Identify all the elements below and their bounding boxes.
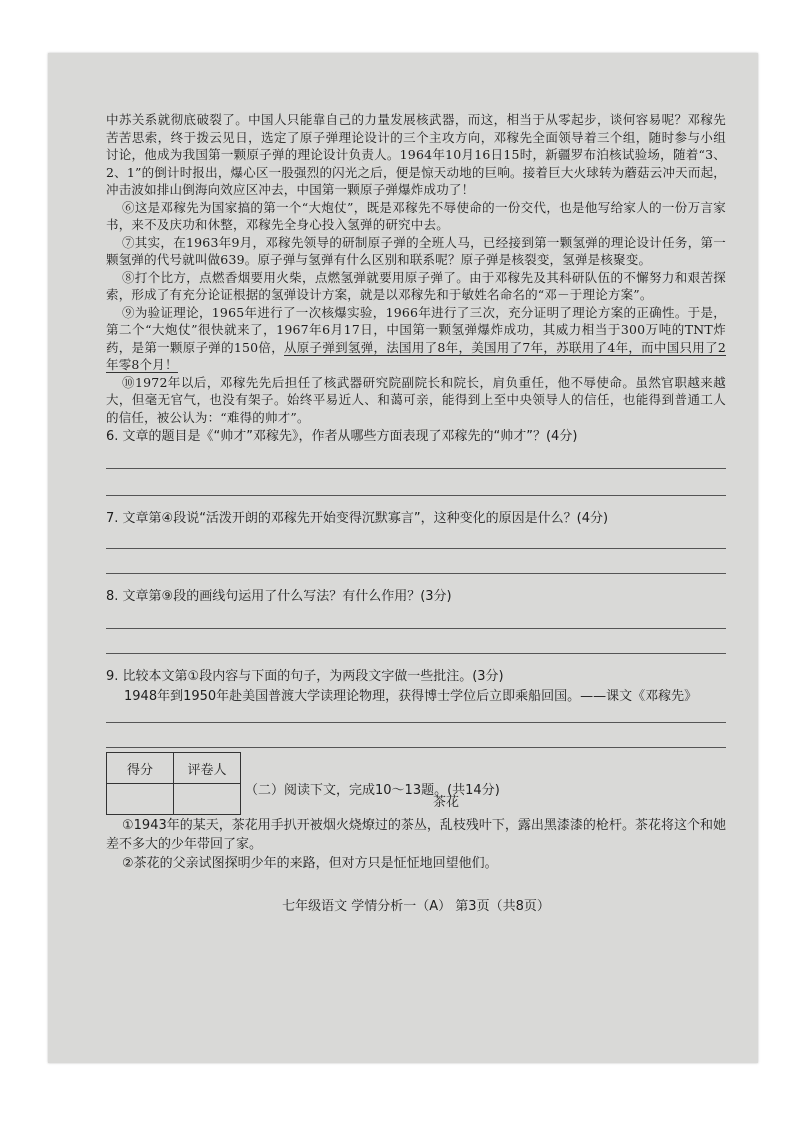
question-9-quote: 1948年到1950年赴美国普渡大学读理论物理，获得博士学位后立即乘船回国。——课文《邓稼先》 (124, 689, 698, 704)
section-2-heading: （二）阅读下文，完成10～13题。(共14分) (245, 783, 500, 798)
grader-box[interactable] (174, 784, 241, 815)
answer-line[interactable] (106, 722, 726, 723)
story-title: 茶花 (432, 795, 459, 810)
article-paragraph-9 (106, 304, 726, 374)
answer-line[interactable] (106, 573, 726, 574)
story-paragraph-2: ②茶花的父亲试图探明少年的来路，但对方只是怔怔地回望他们。 (122, 856, 498, 871)
score-box[interactable] (107, 784, 174, 815)
question-8: 8. 文章第⑨段的画线句运用了什么写法？有什么作用？(3分) (106, 589, 452, 604)
answer-line[interactable] (106, 495, 726, 496)
score-table (106, 752, 241, 815)
scanned-paper (48, 53, 758, 1063)
page-footer: 七年级语文 学情分析一（A） 第3页（共8页） (282, 899, 550, 914)
grader-label: 评卷人 (174, 753, 241, 784)
article-paragraph-7: ⑦其实，在1963年9月，邓稼先领导的研制原子弹的全班人马，已经接到第一颗氢弹的理论设计任务，第一颗氢弹的代号就叫做639。原子弹与氢弹有什么区别和联系呢？原子弹是核裂变，氢弹是核聚变。 (106, 234, 726, 267)
question-7: 7. 文章第④段说“活泼开朗的邓稼先开始变得沉默寡言”，这种变化的原因是什么？(4分) (106, 511, 609, 526)
underlined-sentence: 从原子弹到氢弹，法国用了8年，美国用了7年，苏联用了4年，而中国只用了2年零8个月！ (106, 339, 727, 372)
question-6: 6. 文章的题目是《“帅才”邓稼先》，作者从哪些方面表现了邓稼先的“帅才”？(4分) (106, 429, 578, 444)
score-label: 得分 (107, 753, 174, 784)
answer-line[interactable] (106, 653, 726, 654)
article-paragraph-continued: 中苏关系就彻底破裂了。中国人只能靠自己的力量发展核武器，而这，相当于从零起步，谈何容易呢？邓稼先苦苦思索，终于拨云见日，选定了原子弹理论设计的三个主攻方向，邓稼先全面领导着三个组，随时参与小组讨论，他成为我国第一颗原子弹的理论设计负责人。1964年10月16日15时，新疆罗布泊核试验场，随着“3、2、1”的倒计时报出，爆心区一股强烈的闪光之后，便是惊天动地的巨响。接着巨大火球转为蘑菇云冲天而起，冲击波如排山倒海向效应区冲去，中国第一颗原子弹爆炸成功了！ (106, 112, 726, 197)
article-paragraph-6: ⑥这是邓稼先为国家搞的第一个“大炮仗”，既是邓稼先不辱使命的一份交代，也是他写给家人的一份万言家书，来不及庆功和休整，邓稼先全身心投入氢弹的研究中去。 (106, 199, 726, 232)
page-content (106, 111, 726, 914)
answer-line[interactable] (106, 747, 726, 748)
answer-line[interactable] (106, 628, 726, 629)
article-paragraph-8: ⑧打个比方，点燃香烟要用火柴，点燃氢弹就要用原子弹了。由于邓稼先及其科研队伍的不懈努力和艰苦探索，形成了有充分论证根据的氢弹设计方案，就是以邓稼先和于敏姓名命名的“邓－于理论方案”。 (106, 269, 726, 302)
article-paragraph-10: ⑩1972年以后，邓稼先先后担任了核武器研究院副院长和院长，肩负重任，他不辱使命。虽然官职越来越大，但毫无官气，也没有架子。始终平易近人、和蔼可亲，能得到上至中央领导人的信任，也能得到普通工人的信任，被公认为：“难得的帅才”。 (106, 374, 726, 425)
answer-line[interactable] (106, 468, 726, 469)
question-9: 9. 比较本文第①段内容与下面的句子，为两段文字做一些批注。(3分) (106, 669, 504, 684)
story-paragraph-1: ①1943年的某天，茶花用手扒开被烟火烧燎过的茶丛，乱枝残叶下，露出黑漆漆的枪杆。茶花将这个和她差不多大的少年带回了家。 (106, 818, 726, 852)
paragraph-9-text: ⑨为验证理论，1965年进行了一次核爆实验，1966年进行了三次，充分证明了理论方案的正确性。于是，第二个“大炮仗”很快就来了，1967年6月17日，中国第一颗氢弹爆炸成功，其威力相当于300万吨的TNT炸药，是第一颗原子弹的150倍， (106, 304, 726, 355)
answer-line[interactable] (106, 548, 726, 549)
